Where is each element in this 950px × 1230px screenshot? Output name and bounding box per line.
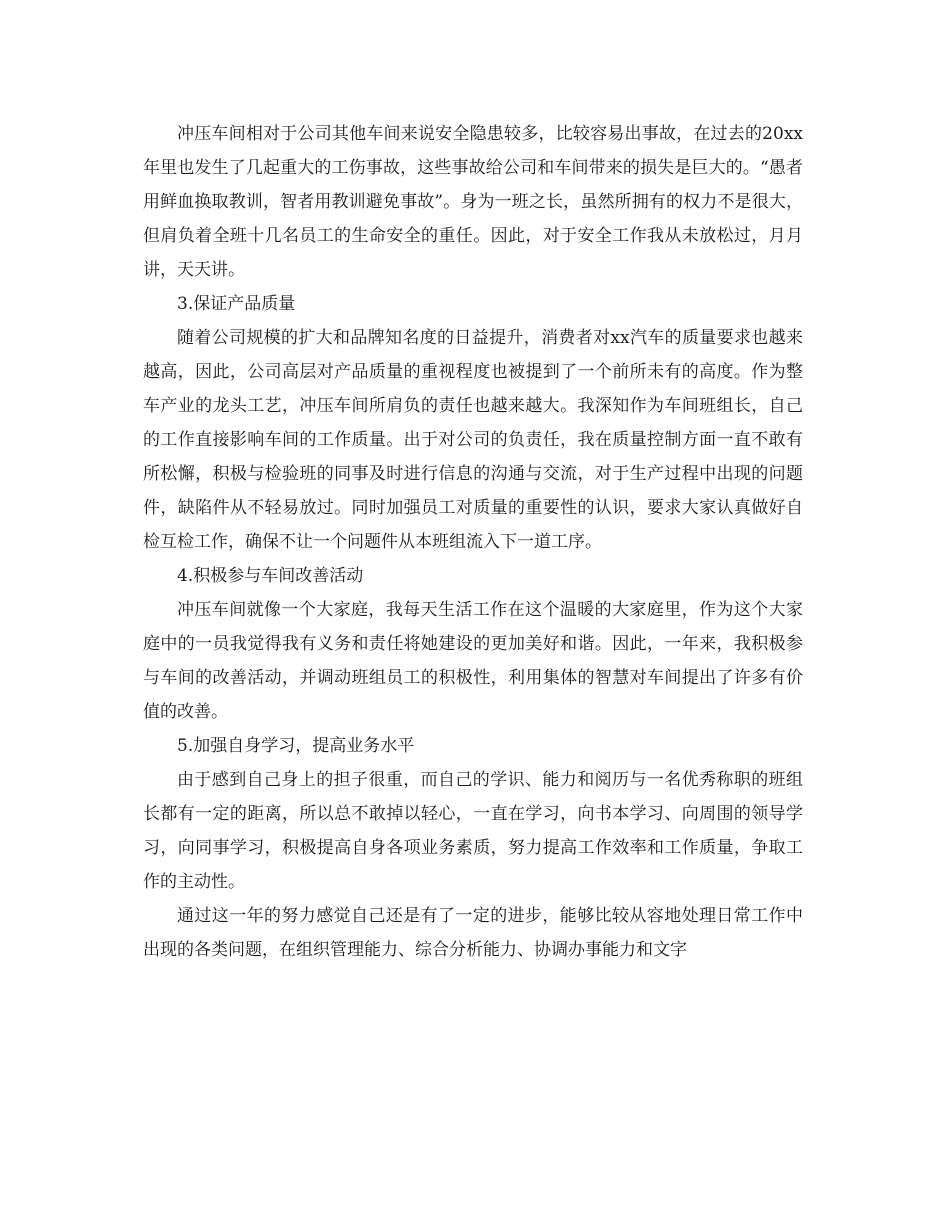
paragraph-self-learning: 由于感到自己身上的担子很重，而自己的学识、能力和阅历与一名优秀称职的班组长都有一定的距离，所以总不敢掉以轻心，一直在学习，向书本学习、向周围的领导学习，向同事学习，积极提高自身各项业务素质，努力提高工作效率和工作质量，争取工作的主动性。 <box>143 770 803 892</box>
paragraph-safety: 冲压车间相对于公司其他车间来说安全隐患较多，比较容易出事故，在过去的20xx年里也发生了几起重大的工伤事故，这些事故给公司和车间带来的损失是巨大的。“愚者用鲜血换取教训，智者用教训避免事故”。身为一班之长，虽然所拥有的权力不是很大，但肩负着全班十几名员工的生命安全的重任。因此，对于安全工作我从未放松过，月月讲，天天讲。 <box>143 124 803 280</box>
heading-product-quality: 3.保证产品质量 <box>177 294 296 314</box>
document-page <box>143 117 803 967</box>
heading-workshop-improvement: 4.积极参与车间改善活动 <box>177 566 364 586</box>
heading-self-learning: 5.加强自身学习，提高业务水平 <box>177 736 415 756</box>
paragraph-summary: 通过这一年的努力感觉自己还是有了一定的进步，能够比较从容地处理日常工作中出现的各类问题，在组织管理能力、综合分析能力、协调办事能力和文字 <box>143 906 803 960</box>
paragraph-product-quality: 随着公司规模的扩大和品牌知名度的日益提升，消费者对xx汽车的质量要求也越来越高，因此，公司高层对产品质量的重视程度也被提到了一个前所未有的高度。作为整车产业的龙头工艺，冲压车间所肩负的责任也越来越大。我深知作为车间班组长，自己的工作直接影响车间的工作质量。出于对公司的负责任，我在质量控制方面一直不敢有所松懈，积极与检验班的同事及时进行信息的沟通与交流，对于生产过程中出现的问题件，缺陷件从不轻易放过。同时加强员工对质量的重要性的认识，要求大家认真做好自检互检工作，确保不让一个问题件从本班组流入下一道工序。 <box>143 328 803 552</box>
paragraph-workshop-improvement: 冲压车间就像一个大家庭，我每天生活工作在这个温暖的大家庭里，作为这个大家庭中的一员我觉得我有义务和责任将她建设的更加美好和谐。因此，一年来，我积极参与车间的改善活动，并调动班组员工的积极性，利用集体的智慧对车间提出了许多有价值的改善。 <box>143 600 803 722</box>
